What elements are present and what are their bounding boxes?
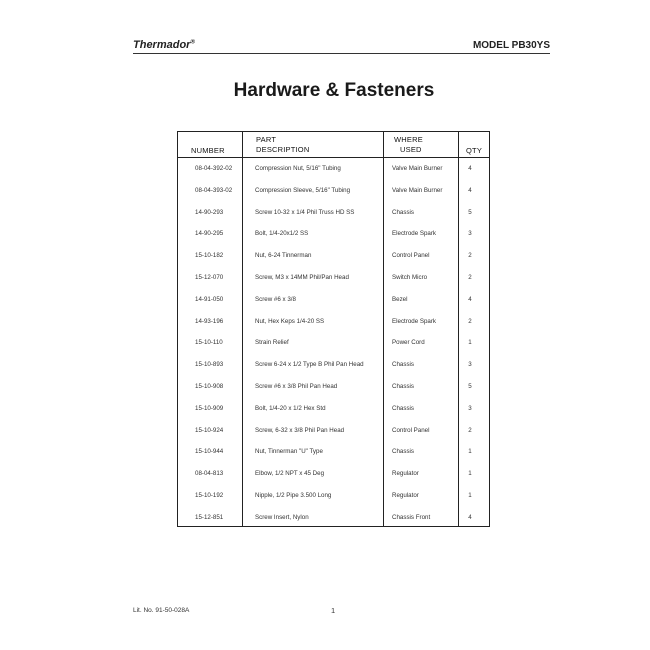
table-row: [178, 441, 489, 463]
part-description: Nut, 6-24 Tinnerman: [255, 252, 312, 260]
part-number: 15-12-070: [195, 273, 224, 281]
part-number: 14-93-196: [195, 317, 224, 325]
quantity: 2: [468, 317, 472, 325]
table-row: [178, 158, 489, 180]
brand-logo: [133, 39, 195, 51]
header-where: WHERE: [394, 135, 423, 144]
part-number: 15-10-893: [195, 361, 224, 369]
part-number: 15-10-944: [195, 448, 224, 456]
quantity: 4: [468, 165, 472, 172]
quantity: 5: [468, 208, 472, 216]
part-description: Screw 6-24 x 1/2 Type B Phil Pan Head: [255, 361, 364, 369]
part-number: 15-10-909: [195, 404, 224, 412]
where-used: Electrode Spark: [392, 317, 437, 325]
part-number: 15-10-182: [195, 252, 224, 260]
where-used: Chassis: [392, 382, 415, 390]
header-divider: [133, 53, 550, 54]
header-number: NUMBER: [191, 146, 225, 155]
quantity: 4: [468, 186, 472, 194]
part-number: 08-04-393-02: [195, 186, 233, 194]
part-number: 14-90-295: [195, 230, 224, 238]
where-used: Bezel: [392, 295, 408, 303]
where-used: Chassis: [392, 208, 415, 216]
quantity: 1: [468, 339, 472, 347]
part-description: Nut, Hex Keps 1/4-20 SS: [255, 317, 325, 325]
part-description: Screw 10-32 x 1/4 Phil Truss HD SS: [255, 208, 355, 216]
table-row: [178, 289, 489, 311]
where-used: Valve Main Burner: [392, 165, 443, 172]
where-used: Chassis Front: [392, 513, 431, 521]
where-used: Control Panel: [392, 252, 430, 260]
page-number: 1: [331, 606, 336, 615]
table-header: [178, 132, 489, 158]
quantity: 3: [468, 404, 472, 412]
page-title: Hardware & Fasteners: [233, 80, 435, 101]
where-used: Electrode Spark: [392, 230, 437, 238]
brand-name: Thermador: [133, 39, 191, 51]
part-description: Screw #6 x 3/8 Phil Pan Head: [255, 382, 338, 390]
parts-table: [177, 131, 490, 527]
quantity: 2: [468, 252, 472, 260]
table-row: [178, 245, 489, 267]
part-description: Nut, Tinnerman "U" Type: [255, 448, 323, 456]
quantity: 4: [468, 513, 472, 521]
quantity: 3: [468, 230, 472, 238]
part-description: Screw, M3 x 14MM Phil/Pan Head: [255, 273, 349, 281]
where-used: Regulator: [392, 470, 419, 478]
quantity: 3: [468, 361, 472, 369]
literature-number: Lit. No. 91-50-028A: [133, 607, 190, 614]
part-number: 14-91-050: [195, 295, 224, 303]
part-description: Bolt, 1/4-20 x 1/2 Hex Std: [255, 404, 326, 412]
table-body: [178, 158, 489, 529]
part-number: 15-12-851: [195, 513, 224, 521]
part-number: 15-10-924: [195, 426, 224, 434]
part-number: 15-10-908: [195, 382, 224, 390]
table-row: [178, 180, 489, 202]
table-row: [178, 202, 489, 224]
where-used: Chassis: [392, 448, 415, 456]
part-description: Bolt, 1/4-20x1/2 SS: [255, 230, 309, 238]
header-part: PART: [256, 135, 277, 144]
table-row: [178, 354, 489, 376]
part-description: Elbow, 1/2 NPT x 45 Deg: [255, 470, 325, 478]
part-number: 08-04-392-02: [195, 165, 233, 172]
quantity: 4: [468, 295, 472, 303]
quantity: 1: [468, 448, 472, 456]
table-row: [178, 332, 489, 354]
part-description: Screw, 6-32 x 3/8 Phil Pan Head: [255, 426, 345, 434]
where-used: Regulator: [392, 491, 419, 499]
part-description: Compression Nut, 5/16" Tubing: [255, 165, 341, 172]
header-qty: QTY: [466, 146, 483, 155]
where-used: Power Cord: [392, 339, 425, 347]
table-row: [178, 420, 489, 442]
part-description: Strain Relief: [255, 339, 289, 347]
part-number: 08-04-813: [195, 470, 224, 478]
quantity: 2: [468, 426, 472, 434]
part-number: 14-90-293: [195, 208, 224, 216]
table-row: [178, 311, 489, 333]
where-used: Valve Main Burner: [392, 186, 443, 194]
quantity: 1: [468, 470, 472, 478]
table-row: [178, 267, 489, 289]
part-description: Nipple, 1/2 Pipe 3.500 Long: [255, 491, 332, 499]
brand-registered-mark: ®: [190, 39, 195, 46]
table-row: [178, 485, 489, 507]
part-number: 15-10-110: [195, 339, 223, 347]
quantity: 5: [468, 382, 472, 390]
part-number: 15-10-192: [195, 491, 224, 499]
header-used: USED: [400, 145, 422, 154]
part-description: Compression Sleeve, 5/16" Tubing: [255, 186, 351, 194]
where-used: Chassis: [392, 404, 415, 412]
part-description: Screw Insert, Nylon: [255, 513, 309, 521]
part-description: Screw #6 x 3/8: [255, 295, 296, 303]
table-row: [178, 223, 489, 245]
model-number: MODEL PB30YS: [472, 40, 550, 51]
table-row: [178, 398, 489, 420]
table-row: [178, 507, 489, 529]
where-used: Chassis: [392, 361, 415, 369]
header-description: DESCRIPTION: [256, 145, 310, 154]
quantity: 2: [468, 273, 472, 281]
where-used: Switch Micro: [392, 273, 428, 281]
quantity: 1: [468, 491, 472, 499]
table-row: [178, 376, 489, 398]
table-row: [178, 463, 489, 485]
where-used: Control Panel: [392, 426, 430, 434]
